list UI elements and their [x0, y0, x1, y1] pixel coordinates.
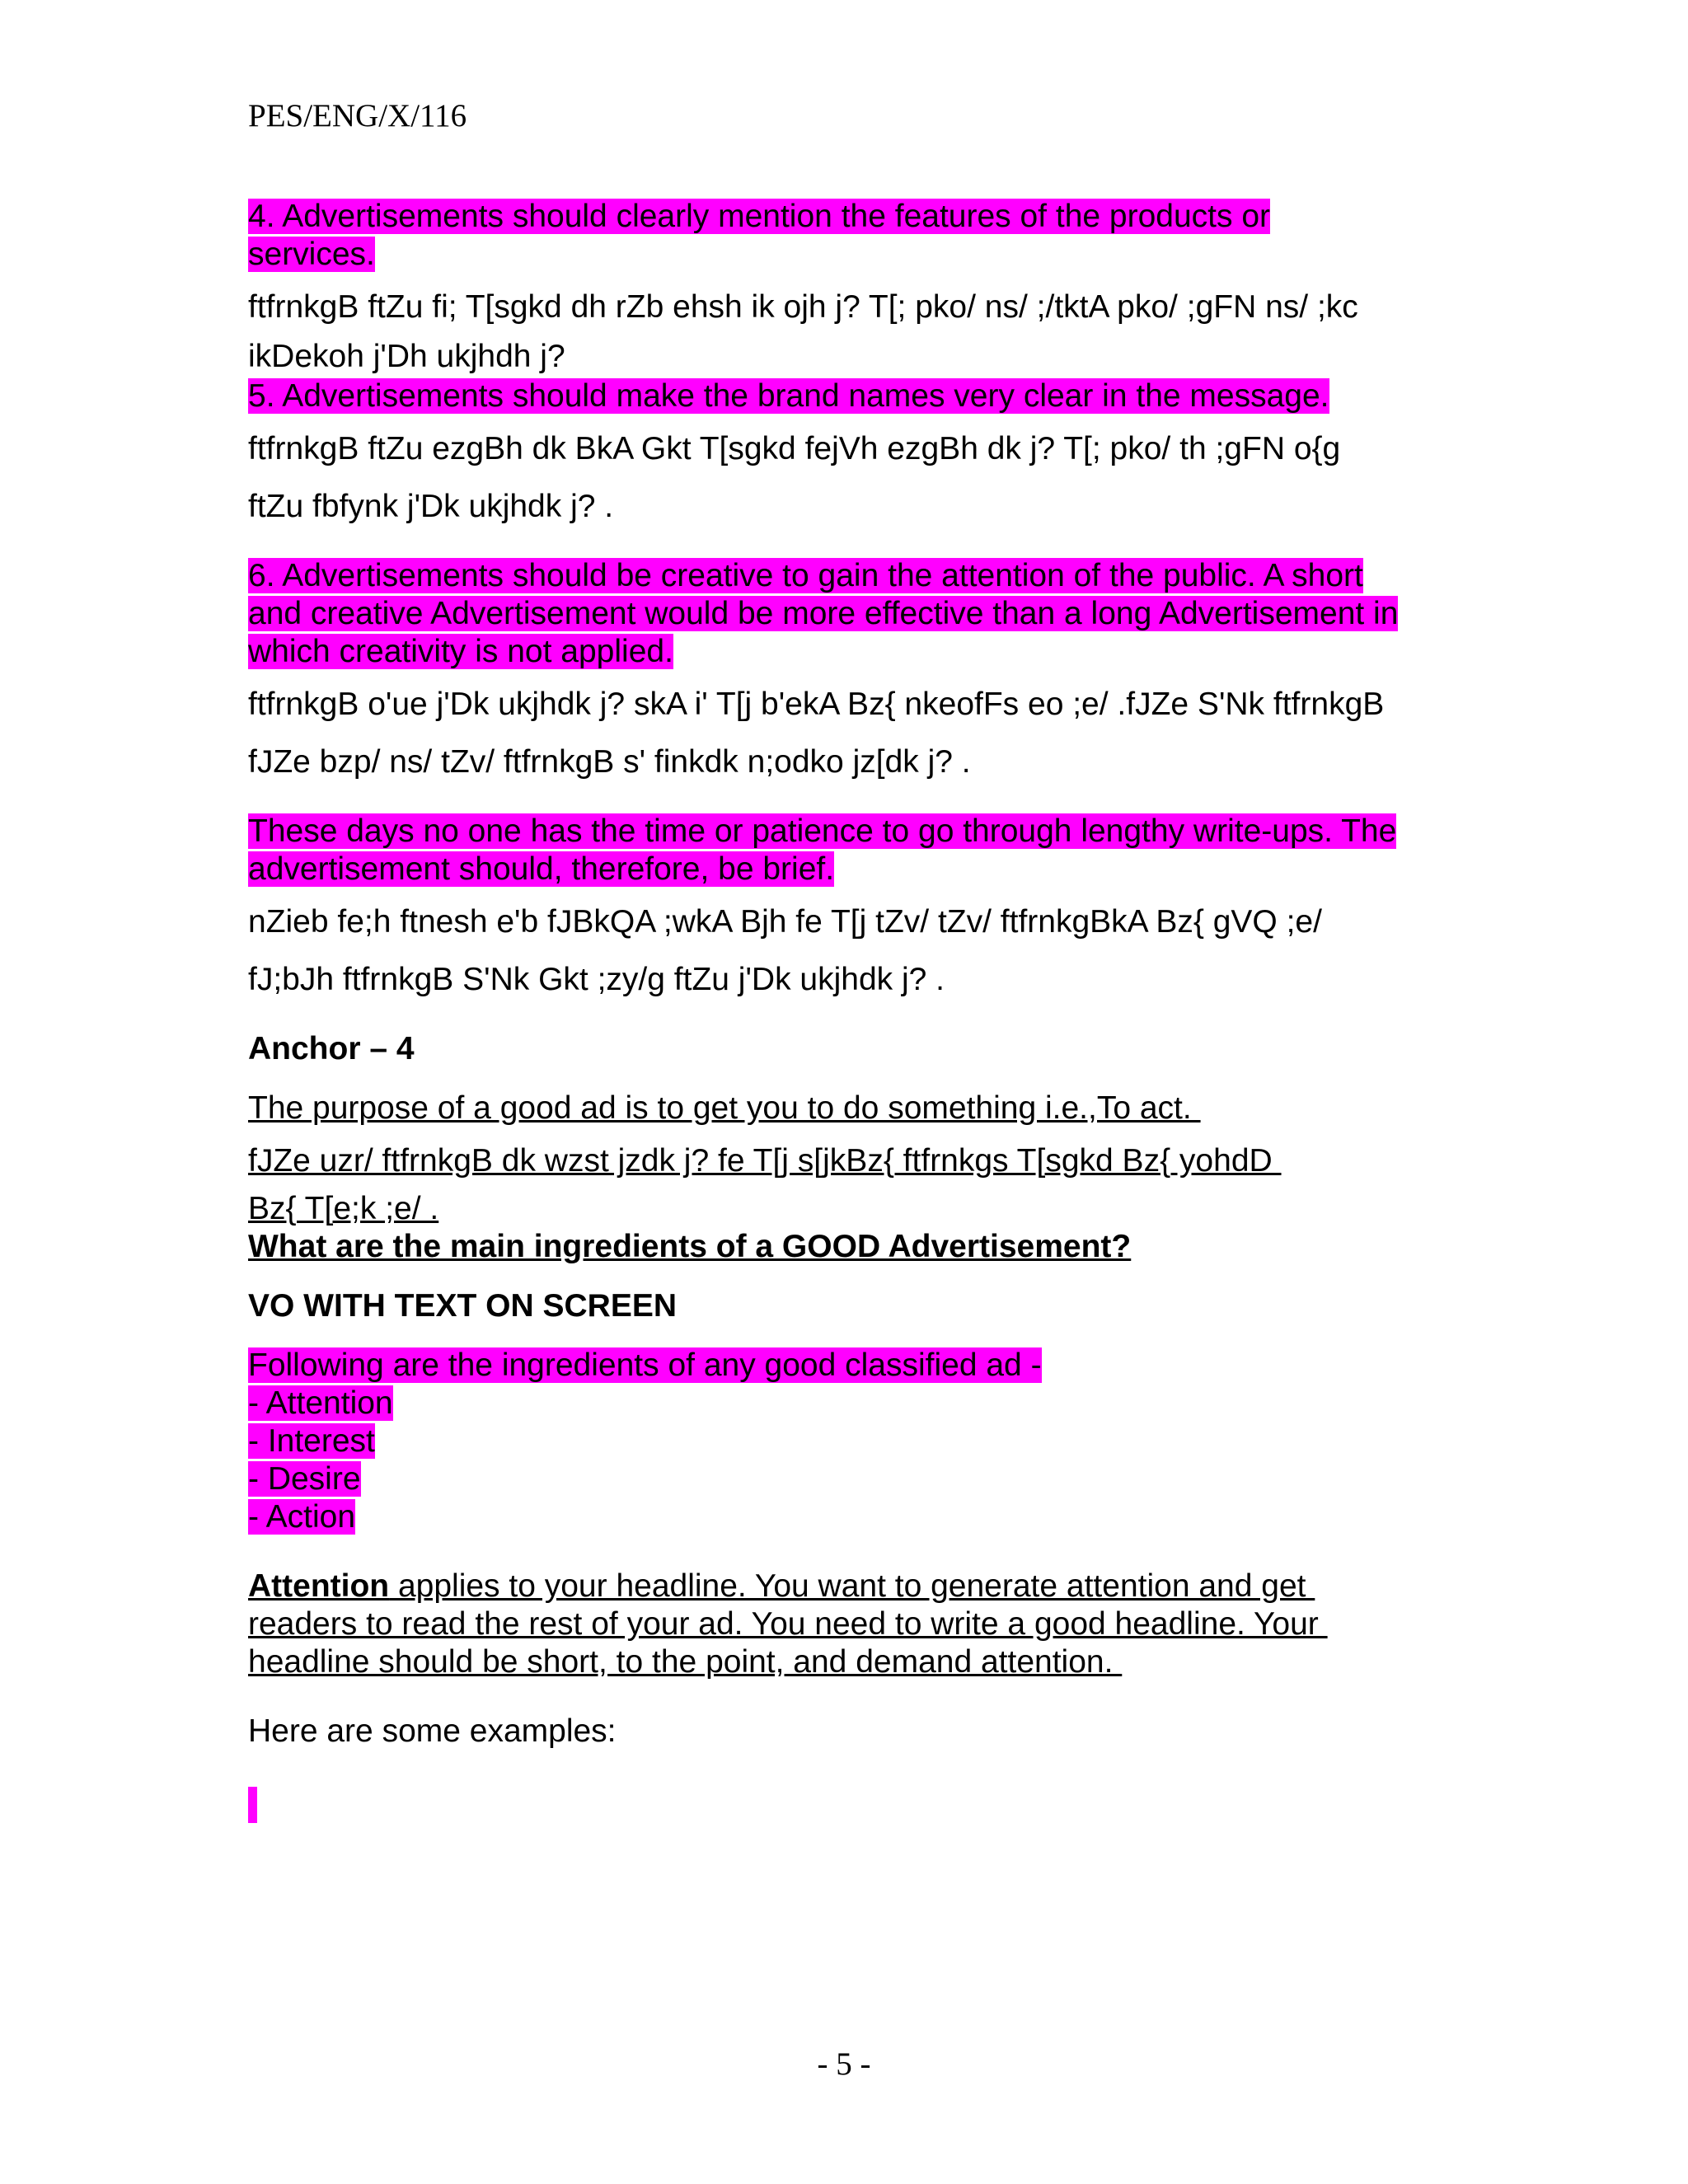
anchor-question: What are the main ingredients of a GOOD Advertisement? [248, 1229, 1132, 1264]
text-line: fJ;bJh ftfrnkgB S'Nk Gkt ;zy/g ftZu j'Dk ukjhdk j? . [248, 962, 945, 997]
point-4-punjabi [248, 279, 1484, 377]
highlighted-line: services. [248, 237, 375, 272]
attention-term: Attention [248, 1568, 390, 1604]
highlighted-line: 4. Advertisements should clearly mention the features of the products or [248, 199, 1271, 234]
text-line: readers to read the rest of your ad. You need to write a good headline. Your [248, 1606, 1328, 1642]
ingredients-list [248, 1347, 1484, 1536]
document-code: PES/ENG/X/116 [248, 98, 467, 134]
highlighted-line: and creative Advertisement would be more effective than a long Advertisement in [248, 596, 1399, 631]
highlighted-line: which creativity is not applied. [248, 634, 673, 669]
page-number: - 5 - [817, 2046, 871, 2082]
page-content [248, 198, 1484, 1831]
vo-title: VO WITH TEXT ON SCREEN [248, 1288, 678, 1324]
text-line: ftZu fbfynk j'Dk ukjhdk j? . [248, 489, 614, 524]
point-7-punjabi [248, 893, 1484, 1009]
text-line: nZieb fe;h ftnesh e'b fJBkQA ;wkA Bjh fe T[j tZv/ tZv/ ftfrnkgBkA Bz{ gVQ ;e/ [248, 904, 1322, 940]
point-6-english [248, 557, 1484, 671]
text-line: fJZe uzr/ ftfrnkgB dk wzst jzdk j? fe T[j s[jkBz{ ftfrnkgs T[sgkd Bz{ yohdD [248, 1143, 1282, 1179]
text-line: ftfrnkgB ftZu fi; T[sgkd dh rZb ehsh ik ojh j? T[; pko/ ns/ ;/tktA pko/ ;gFN ns/ ;kc [248, 289, 1358, 325]
highlighted-line: 6. Advertisements should be creative to gain the attention of the public. A short [248, 558, 1363, 593]
text-line: ikDekoh j'Dh ukjhdh j? [248, 339, 565, 374]
list-item: - Desire [248, 1461, 361, 1497]
text-line: fJZe bzp/ ns/ tZv/ ftfrnkgB s' finkdk n;odko jz[dk j? . [248, 744, 971, 780]
list-item: - Attention [248, 1385, 393, 1421]
point-6-punjabi [248, 676, 1484, 791]
point-5-english [248, 377, 1484, 415]
point-7-english [248, 813, 1484, 888]
point-5-punjabi [248, 420, 1484, 536]
attention-paragraph [248, 1568, 1484, 1681]
highlighted-line: These days no one has the time or patience to go through lengthy write-ups. The [248, 813, 1397, 849]
text-line: headline should be short, to the point, and demand attention. [248, 1644, 1123, 1680]
list-item: - Action [248, 1499, 356, 1535]
text-line: Bz{ T[e;k ;e/ . [248, 1191, 439, 1226]
list-item: - Interest [248, 1423, 375, 1459]
anchor-punjabi [248, 1132, 1484, 1228]
anchor-line-english: The purpose of a good ad is to get you to do something i.e.,To act. [248, 1090, 1201, 1126]
text-line: applies to your headline. You want to generate attention and get [389, 1568, 1315, 1604]
ingredients-intro: Following are the ingredients of any good classified ad - [248, 1347, 1042, 1383]
point-4-english [248, 198, 1484, 274]
text-cursor [248, 1787, 257, 1823]
highlighted-line: advertisement should, therefore, be brief. [248, 851, 835, 887]
text-line: ftfrnkgB o'ue j'Dk ukjhdk j? skA i' T[j b'ekA Bz{ nkeofFs eo ;e/ .fJZe S'Nk ftfrnkgB [248, 687, 1385, 722]
examples-intro: Here are some examples: [248, 1713, 617, 1749]
anchor-title: Anchor – 4 [248, 1031, 415, 1066]
highlighted-line: 5. Advertisements should make the brand names very clear in the message. [248, 378, 1329, 414]
text-line: ftfrnkgB ftZu ezgBh dk BkA Gkt T[sgkd fejVh ezgBh dk j? T[; pko/ th ;gFN o{g [248, 431, 1341, 466]
